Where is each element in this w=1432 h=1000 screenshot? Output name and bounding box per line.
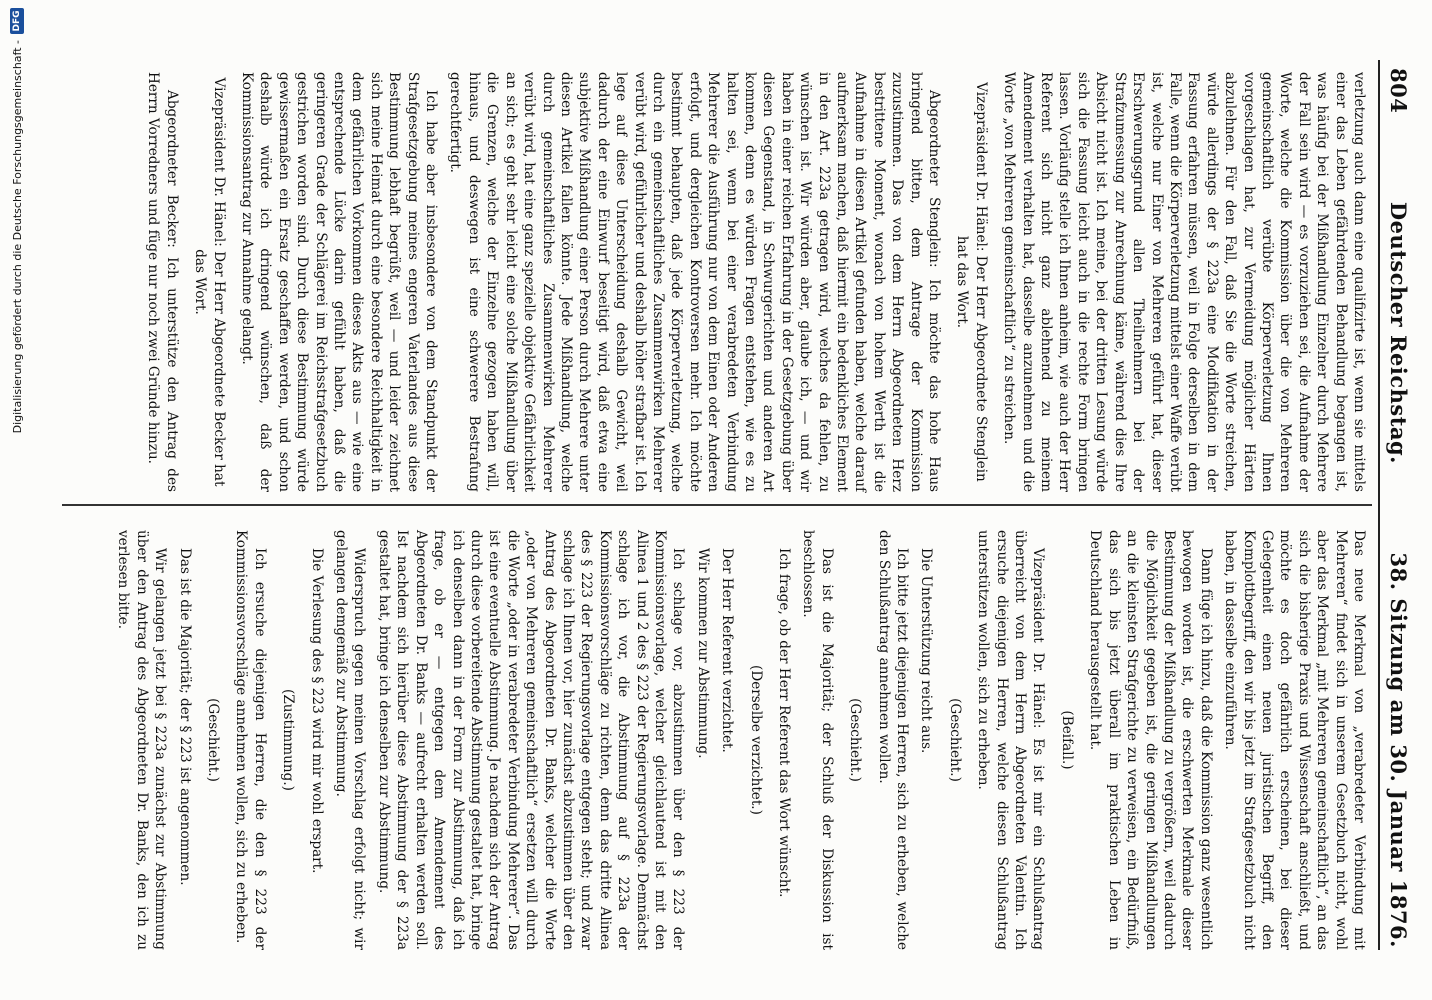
- paragraph: Ich ersuche diejenigen Herren, die den § 223 der Kommissionsvorschläge annehmen wollen, sich zu erheben.: [233, 530, 268, 950]
- footer-text: Digitalisierung gefördert durch die Deutsche Forschungsgemeinschaft -: [10, 40, 24, 434]
- paragraph: Vizepräsident Dr. Hänel: Der Herr Abgeordnete Stenglein hat das Wort.: [954, 82, 989, 482]
- paragraph: Abgeordneter Stenglein: Ich möchte das hohe Haus bringend bitten, dem Antrage der Kommission zuzustimmen. Das von dem Herrn Abgeordneten Herz bestrittene Moment, wonach von hohem Werth ist die Aufnahme in diesen Artikel gefunden haben, welche darauf aufmerksam machen, daß hiermit ein bedenkliches Element in den Art. 223a getragen wird, welches da fehlen, zu wünschen ist. Wir würden aber, glaube ich, — und wir haben in einer reichen Erfahrung in der Gesetzgebung über diesen Gegenstand, in Schwurgerichten und anderen Art kommen, denn es würden Fragen entstehen, wie es zu halten sei, wenn bei einer verabredeten Verbindung Mehrerer die Ausführung nur von dem Einen oder Anderen erfolgt, und dergleichen Kontroversen mehr. Ich möchte bestimmt behaupten, daß jede Körperverletzung, welche durch ein gemeinschaftliches Zusammenwirken Mehrerer verübt wird, geführlicher und deshalb höher strafbar ist. Ich lege auf diese Unterscheidung deshalb Gewicht, weil dadurch der eine Einwurf beseitigt wird, daß etwa eine subjektive Mißhandlung einer Person durch Mehrere unter diesen Artikel fallen könnte. Jede Mißhandlung, welche durch gemeinschaftliches Zusammenwirken Mehrerer verübt wird, hat eine ganz spezielle objektive Gefährlichkeit an sich; es geht sehr leicht eine solche Mißhandlung über die Grenzen, welche der Einzelne gezogen haben will, hinaus, und deswegen ist eine schwerere Bestrafung gerechtfertigt.: [447, 72, 943, 492]
- header-rule: [1378, 60, 1380, 950]
- left-column: [138, 72, 1368, 492]
- paragraph: verletzung auch dann eine qualifizirte ist, wenn sie mittels einer das Leben gefährdenden Behandlung begangen ist, was häufig bei der Mißhandlung Einzelner durch Mehrere der Fall sein wird — es vorzuziehen sei, die Aufnahme der Worte, welche die Kommission über die von Mehreren gemeinschaftlich verübte Körperverletzung Ihnen vorgeschlagen hat, zur Vermeidung möglicher Härten abzulehnen. Für den Fall, daß Sie die Worte streichen, würde allerdings der § 223a eine Modifikation in der Fassung erfahren müssen, weil in Folge derselben in dem Falle, wenn die Körperverletzung mittelst einer Waffe verübt ist, welche nur Einer von Mehreren geführt hat, dieser Erschwerungsgrund allen Theilnehmern bei der Strafzumessung zur Anrechnung käme, während dies Ihre Absicht nicht ist. Ich meine, bei der dritten Lesung würde sich die Fassung leicht auch in die rechte Form bringen lassen. Vorläufig stelle ich Ihnen anheim, wie auch der Herr Referent sich nicht ganz ablehnend zu meinem Amendement verhalten hat, dasselbe anzunehmen und die Worte „von Mehreren gemeinschaftlich“ zu streichen.: [1001, 72, 1367, 492]
- dfg-logo: DFG: [10, 8, 24, 34]
- paragraph: Das ist die Majorität; der Schluß der Diskussion ist beschlossen.: [800, 530, 835, 950]
- stage-direction: (Beifall.): [1058, 710, 1075, 770]
- paragraph: Ich habe aber insbesondere von dem Standpunkt der Strafgesetzgebung meines engeren Vaterlandes aus diese Bestimmung lebhaft begrüßt, weil — und leider zeichnet sich meine Heimat durch eine besondere Reichhaltigkeit in dem gefährlichen Vorkommen dieses Akts aus — wie eine entsprechende Lücke darin gefühlt haben, daß die geringeren Grade der Schlägerei im Reichsstrafgesetzbuch gestrichen worden sind. Durch diese Bestimmung würde gewissermaßen ein Ersatz geschaffen werden, und schon deshalb würde ich dringend wünschen, daß der Kommissionsantrag zur Annahme gelangt.: [239, 72, 440, 492]
- stage-direction: (Derselbe verzichtet.): [747, 665, 764, 815]
- paragraph: Das neue Merkmal von „verabredeter Verbindung mit Mehreren“ findet sich in unserem Gesetzbuch nicht, wohl aber das Merkmal „mit Mehreren gemeinschaftlich“, an das sich die bisherige Praxis und Wissenschaft anschließt, und möchte es doch gefährlich erscheinen, bei dieser Gelegenheit einen neuen juristischen Begriff, den Komplottbegriff, den wir bis jetzt im Strafgesetzbuch nicht haben, in dasselbe einzuführen.: [1222, 530, 1367, 950]
- right-column: [108, 530, 1368, 950]
- paragraph: Vizepräsident Dr. Hänel: Es ist mir ein Schlußantrag überreicht von dem Herrn Abgeordneten Valentin. Ich ersuche diejenigen Herren, welche diesen Schlußantrag unterstützen wollen, sich zu erheben.: [975, 530, 1047, 950]
- page-header: [1384, 68, 1414, 948]
- paragraph: Ich schlage vor, abzustimmen über den § 223 der Kommissionsvorlage, welcher gleichlautend ist mit den Alinea 1 und 2 des § 223 der Regierungsvorlage. Demnächst schlage ich vor, die Abstimmung auf § 223a der Kommissionsvorschläge zu richten, denn das dritte Alinea des § 223 der Regierungsvorlage entgegen steht; und zwar schlage ich Ihnen vor, hier zunächst abzustimmen über den Antrag des Abgeordneten Dr. Banks, welcher die Worte „oder von Mehreren gemeinschaftlich“ ersetzen will durch die Worte „oder in verabredeter Verbindung Mehrerer“. Das ist eine eventuelle Abstimmung. Je nachdem sich der Antrag durch diese vorbereitende Abstimmung gestaltet hat, bringe ich denselben dann in der Form zur Abstimmung, daß ich frage, ob er — entgegen dem Amendement des Abgeordneten Dr. Banks — aufrecht erhalten werden soll. Ist nachdem sich hierüber diese Abstimmung der § 223a gestaltet hat, bringe ich denselben zur Abstimmung.: [375, 530, 687, 950]
- page-number: 804: [1386, 68, 1412, 114]
- paragraph: Wir gelangen jetzt bei § 223a zunächst zur Abstimmung über den Antrag des Abgeordneten Dr. Banks, den ich zu verlesen bitte.: [115, 530, 169, 950]
- paragraph: Der Herr Referent verzichtet.: [719, 548, 736, 753]
- paragraph: Widerspruch gegen meinen Vorschlag erfolgt nicht; wir gelangen demgemäß zur Abstimmung.: [333, 530, 368, 950]
- stage-direction: (Geschieht.): [847, 698, 864, 782]
- session-title: 38. Sitzung am 30. Januar 1876.: [1386, 552, 1412, 948]
- paragraph: Die Unterstützung reicht aus.: [918, 548, 935, 754]
- stage-direction: (Geschieht.): [205, 698, 222, 782]
- stage-direction: (Geschieht.): [946, 698, 963, 782]
- paragraph: Die Verlesung des § 223 wird mir wohl erspart.: [308, 548, 325, 874]
- paragraph: Ich bitte jetzt diejenigen Herren, sich zu erheben, welche den Schlußantrag annehmen wollen.: [875, 530, 911, 950]
- column-divider: [62, 504, 1372, 506]
- paragraph: Das ist die Majorität; der § 223 ist angenommen.: [176, 548, 193, 886]
- publication-title: Deutscher Reichstag.: [1386, 201, 1412, 464]
- digitization-footer: [0, 0, 34, 1000]
- paragraph: Vizepräsident Dr. Hänel: Der Herr Abgeordnete Becker hat das Wort.: [192, 77, 227, 487]
- paragraph: Abgeordneter Becker: Ich unterstütze den Antrag des Herrn Vorredners und füge nur noch zwei Gründe hinzu.: [145, 72, 180, 492]
- paragraph: Dann füge ich hinzu, daß die Kommission ganz wesentlich bewogen worden ist, die erschwerten Merkmale dieser Bestimmung der Mißhandlung zu vergrößern, weil dadurch die Möglichkeit gegeben ist, die geringen Mißhandlungen an die kleinsten Strafgerichte zu verweisen, ein Bedürfniß, das sich bis jetzt überall im praktischen Leben in Deutschland herausgestellt hat.: [1087, 530, 1214, 950]
- paragraph: Ich frage, ob der Herr Referent das Wort wünscht.: [776, 548, 793, 898]
- stage-direction: (Zustimmung.): [280, 689, 297, 791]
- paragraph: Wir kommen zur Abstimmung.: [694, 548, 711, 759]
